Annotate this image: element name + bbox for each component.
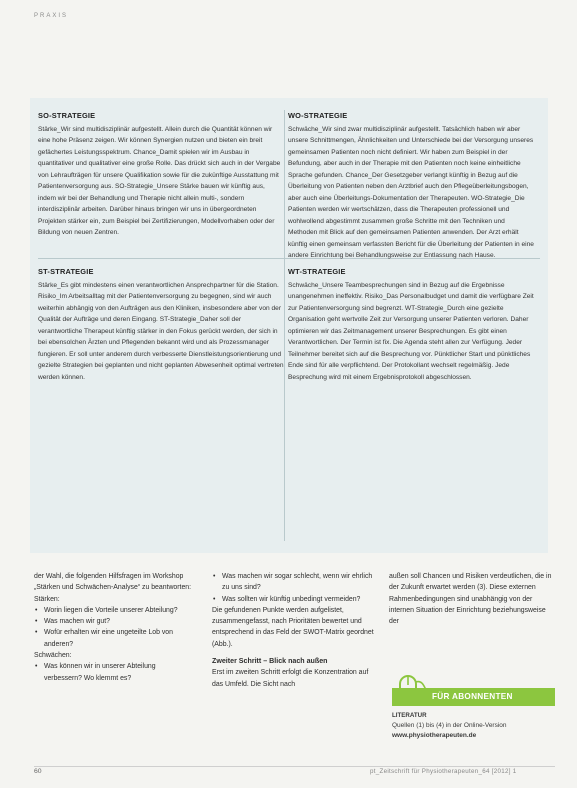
st-strategy-text: Stärke_Es gibt mindestens einen verantwortlichen Ansprechpartner für die Station. Risiko_Im Arbeitsalltag mit der Patientenversorgung zu begegnen, sind wir auch weiterhin abhängig von den Aufträgen aus den Kliniken, insbesondere aber von der Qualität der Aufträge und deren Eingang. ST-Strategie_Daher soll der verantwortliche Therapeut künftig stärker in den Fokus gerückt werden, der sich in bei ebensolchen Ärzten und Pflegenden bekannt wird und als Prozessmanager fungieren. Er soll unter anderem durch verbesserte Dienstleistungsorientierung und gezielte Strategien bei geplanten und nicht geplanten Abwesenheit optimal vertreten werden können. [38,281,284,381]
wt-strategy-text: Schwäche_Unsere Teambesprechungen sind in Bezug auf die Ergebnisse unangenehmen ineffektiv. Risiko_Das Personalbudget und damit die verfügbare Zeit zur Patientenversorgung sind begrenzt. WT-Strategie_Durch eine gezielte Organisation geht wertvolle Zeit zur Versorgung unserer Patienten verloren. Daher optimieren wir das Zeitmanagement unserer Besprechungen. Es gibt einen Verantwortlichen. Der Termin ist fix. Die Agenda steht allen zur Verfügung. Jeder Teilnehmer bereitet sich auf die Besprechung vor. Pünktlicher Start und pünktliches Ende sind für alle verpflichtend. Der Protokollant wechselt regelmäßig. Jede Besprechung wird mit einem Ergebnisprotokoll abgeschlossen. [288,281,534,381]
st-strategy-box [38,266,284,383]
matrix-divider-vertical [284,110,285,541]
article-column-1 [34,571,194,684]
wo-strategy-text: Schwäche_Wir sind zwar multidisziplinär aufgestellt. Tatsächlich haben wir aber unsere Schnittmengen, Ähnlichkeiten und Unterschiede bei der Versorgung unseres gemeinsamen Patienten noch nicht definiert. Wir haben zum Beispiel in der Befundung, aber auch in der Therapie mit den Patienten noch keine einheitliche Sprache gefunden. Chance_Der Gesetzgeber verlangt künftig in Bezug auf die Überleitung von Patienten neben den Arztbrief auch den Pflegeüberleitungsbogen, aber auch eine Überleitungs-Dokumentation der Therapeuten. WO-Strategie_Die Patienten werden wir wertschätzen, dass die Therapeuten professionell und wohlwollend abgestimmt zusammen große Schritte mit den Techniken und Methoden mit Blick auf den gemeinsamen Patienten anwenden. Der Arzt erhält künftig einen gemeinsam verfassten Bericht für die Überleitung der Patienten in eine andere Einrichtung bei Behandlungsweise zur Entlassung nach Hause. [288,125,534,259]
st-strategy-title: ST-STRATEGIE [38,267,94,276]
strengths-label: Stärken: [34,595,60,603]
so-strategy-text: Stärke_Wir sind multidisziplinär aufgestellt. Allein durch die Quantität können wir eine hohe Präsenz zeigen. Wir können Synergien nutzen und bieten ein breit gefächertes Leistungsspektrum. Chance_Damit spielen wir im Ausbau in quantitativer und qualitativer eine große Rolle. Das drückt sich auch in der Vergabe von Lehraufträgen für unsere Qualifikation sowie für die zukünftige Ausstattung mit Patientenversorgung aus. SO-Strategie_Unsere Stärke bauen wir künftig aus, indem wir bei der Behandlung und Therapie nicht allein multi-, sondern interdisziplinär arbeiten. Darüber hinaus bringen wir uns in übergeordneten Projekten stärker ein, zum Beispiel bei Zertifizierungen, Modellvorhaben oder der Bildung von neuen Zentren. [38,125,281,236]
article-column-3 [389,571,555,627]
wt-strategy-title: WT-STRATEGIE [288,267,346,276]
section-label: PRAXIS [34,13,69,19]
article-paragraph: Die gefundenen Punkte werden aufgelistet, zusammengefasst, nach Prioritäten bewertet und entsprechend in das Feld der SWOT-Matrix geordnet (Abb.). [212,606,374,648]
article-paragraph: außen soll Chancen und Risiken verdeutlichen, die in der Zukunft erwartet werden (3). Diese externen Rahmenbedingungen sind unabhängig von der internen Situation der Einrichtung beziehungsweise der [389,573,552,626]
literature-label: LITERATUR [392,712,427,719]
swot-matrix [30,98,548,553]
article-column-2 [212,571,377,690]
article-paragraph: Erst im zweiten Schritt erfolgt die Konzentration auf das Umfeld. Die Sicht nach [212,669,369,688]
online-link[interactable]: www.physiotherapeuten.de [392,731,477,739]
literature-text: Quellen (1) bis (4) in der Online-Version [392,721,507,729]
weaknesses-list-cont [212,571,377,605]
wo-strategy-box [288,110,534,262]
footer-divider [34,766,555,767]
wo-strategy-title: WO-STRATEGIE [288,111,348,120]
list-item: • Wofür erhalten wir eine ungeteilte Lob von anderen? [44,627,194,650]
wt-strategy-box [288,266,534,383]
strengths-list [34,605,194,650]
so-strategy-box [38,110,284,239]
weaknesses-list [34,661,194,684]
list-item: • Was sollten wir künftig unbedingt vermeiden? [222,594,377,605]
journal-citation: pt_Zeitschrift für Physiotherapeuten_64 [2012] 1 [370,768,517,775]
section-subheading: Zweiter Schritt – Blick nach außen [212,657,328,666]
literature-box [392,711,558,740]
list-item: • Was machen wir gut? [44,616,194,627]
list-item: • Worin liegen die Vorteile unserer Abteilung? [44,605,194,616]
article-intro: der Wahl, die folgenden Hilfsfragen im Workshop „Stärken und Schwächen-Analyse“ zu beantworten: [34,573,192,592]
page-number: 60 [34,768,42,775]
subscriber-banner-title: FÜR ABONNENTEN [432,692,513,701]
so-strategy-title: SO-STRATEGIE [38,111,96,120]
list-item: • Was können wir in unserer Abteilung verbessern? Wo klemmt es? [44,661,194,684]
list-item: • Was machen wir sogar schlecht, wenn wir ehrlich zu uns sind? [222,571,377,594]
weaknesses-label: Schwächen: [34,652,72,660]
